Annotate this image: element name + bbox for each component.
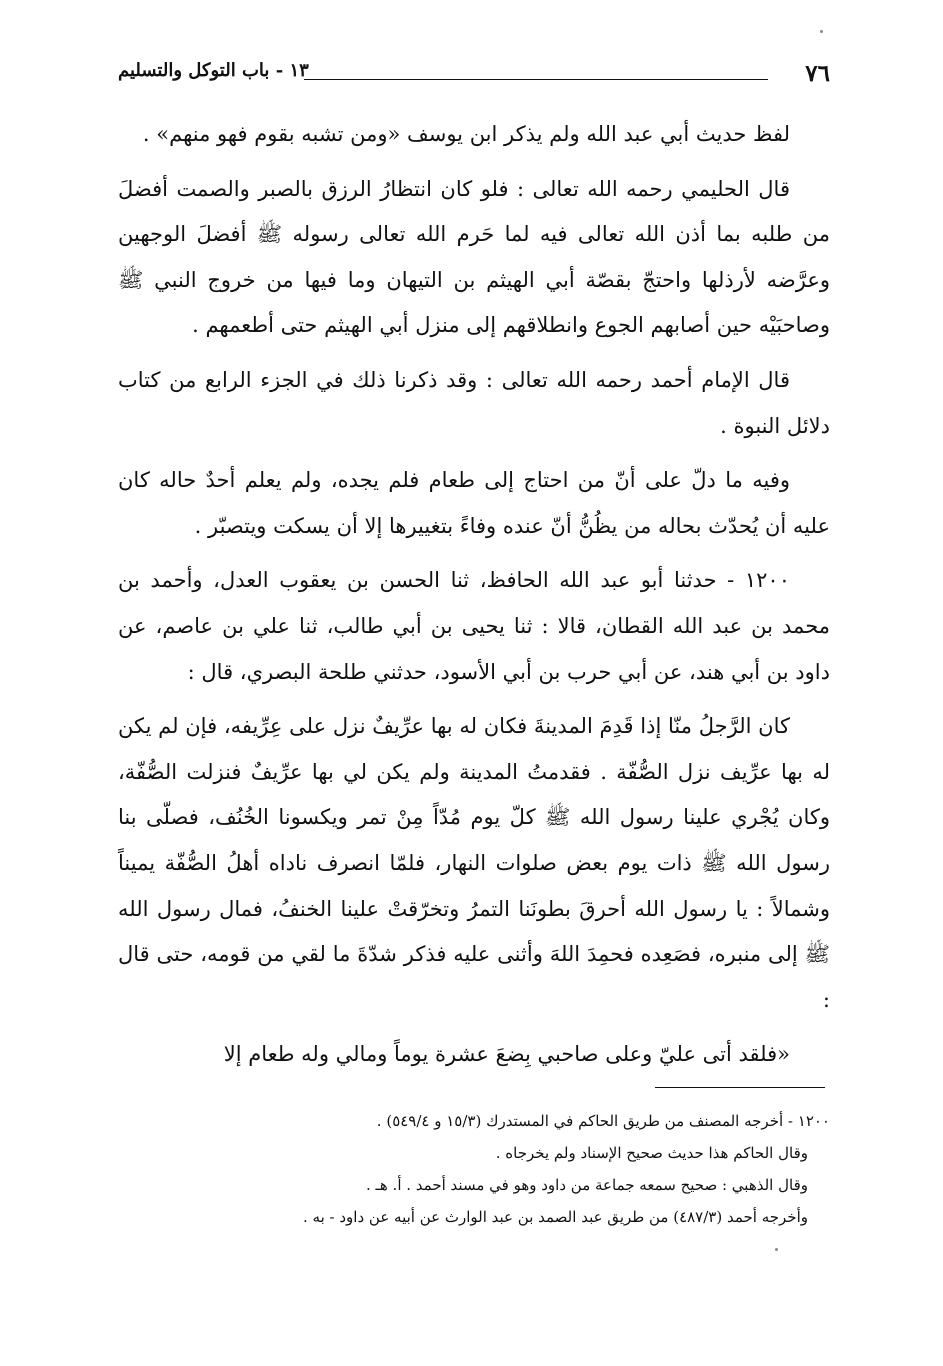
page-number: ٧٦ <box>805 60 830 87</box>
paragraph: كان الرَّجلُ منّا إذا قَدِمَ المدينةَ فكان له بها عرِّيفٌ نزل على عِرِّيفه، فإن لم يكن له بها عرِّيف نزل الصُّفّة . فقدمتُ المدينة ولم يكن لي بها عرِّيفٌ فنزلت الصُّفّة، وكان يُجْري علينا رسول الله ﷺ كلّ يوم مُدّاً مِنْ تمر ويكسونا الخُنُف، فصلّى بنا رسول الله ﷺ ذات يوم بعض صلوات النهار، فلمّا انصرف ناداه أهلُ الصُّفّة يميناً وشمالاً : يا رسول الله أحرقَ بطونَنا التمرُ وتخرّقتْ علينا الخنفُ، فمال رسول الله ﷺ إلى منبره، فصَعِده فحمِدَ اللهَ وأثنى عليه فذكر شدّةَ ما لقي من قومه، حتى قال : <box>118 714 830 1012</box>
paragraph: قال الحليمي رحمه الله تعالى : فلو كان انتظارُ الرزق بالصبر والصمت أفضلَ من طلبه بما أذن الله تعالى فيه لما حَرم الله تعالى رسوله ﷺ أفضلَ الوجهين وعرَّضه لأرذلها واحتجّ بقصّة أبي الهيثم بن التيهان وما فيها من خروج النبي ﷺ وصاحبَيْه حين أصابهم الجوع وانطلاقهم إلى منزل أبي الهيثم حتى أطعمهم . <box>118 176 830 338</box>
footnote-rule <box>655 1087 825 1088</box>
footnote-line: ١٢٠٠ - أخرجه المصنف من طريق الحاكم في المستدرك (١٥/٣ و ٥٤٩/٤) . <box>376 1112 830 1130</box>
scan-speck <box>775 1248 778 1251</box>
paragraph: لفظ حديث أبي عبد الله ولم يذكر ابن يوسف «ومن تشبه بقوم فهو منهم» . <box>142 122 790 146</box>
footnotes <box>118 1105 830 1233</box>
main-text <box>118 112 830 1087</box>
running-header <box>118 56 830 96</box>
footnote-line: وأخرجه أحمد (٤٨٧/٣) من طريق عبد الصمد بن عبد الوارث عن أبيه عن داود - به . <box>303 1208 808 1226</box>
paragraph: قال الإمام أحمد رحمه الله تعالى : وقد ذكرنا ذلك في الجزء الرابع من كتاب دلائل النبوة . <box>118 367 830 438</box>
chapter-title: ١٣ - باب التوكل والتسليم <box>118 60 309 81</box>
paragraph: «فلقد أتى عليّ وعلى صاحبي بِضعَ عشرة يوماً ومالي وله طعام إلا <box>223 1042 790 1067</box>
header-rule <box>304 79 768 80</box>
footnote-line: وقال الذهبي : صحيح سمعه جماعة من داود وهو في مسند أحمد . أ. هـ . <box>365 1176 808 1194</box>
footnote-line: وقال الحاكم هذا حديث صحيح الإسناد ولم يخرجاه . <box>495 1144 808 1162</box>
scan-speck <box>820 30 823 33</box>
paragraph: وفيه ما دلّ على أنّ من احتاج إلى طعام فلم يجده، ولم يعلم أحدٌ حاله كان عليه أن يُحدّث بحاله من يظُنُّ أنّ عنده وفاءً بتغييرها إلا أن يسكت ويتصبّر . <box>118 468 830 538</box>
hadith-paragraph: ١٢٠٠ - حدثنا أبو عبد الله الحافظ، ثنا الحسن بن يعقوب العدل، وأحمد بن محمد بن عبد الله القطان، قالا : ثنا يحيى بن أبي طالب، ثنا علي بن عاصم، عن داود بن أبي هند، عن أبي حرب بن أبي الأسود، حدثني طلحة البصري، قال : <box>118 568 830 684</box>
